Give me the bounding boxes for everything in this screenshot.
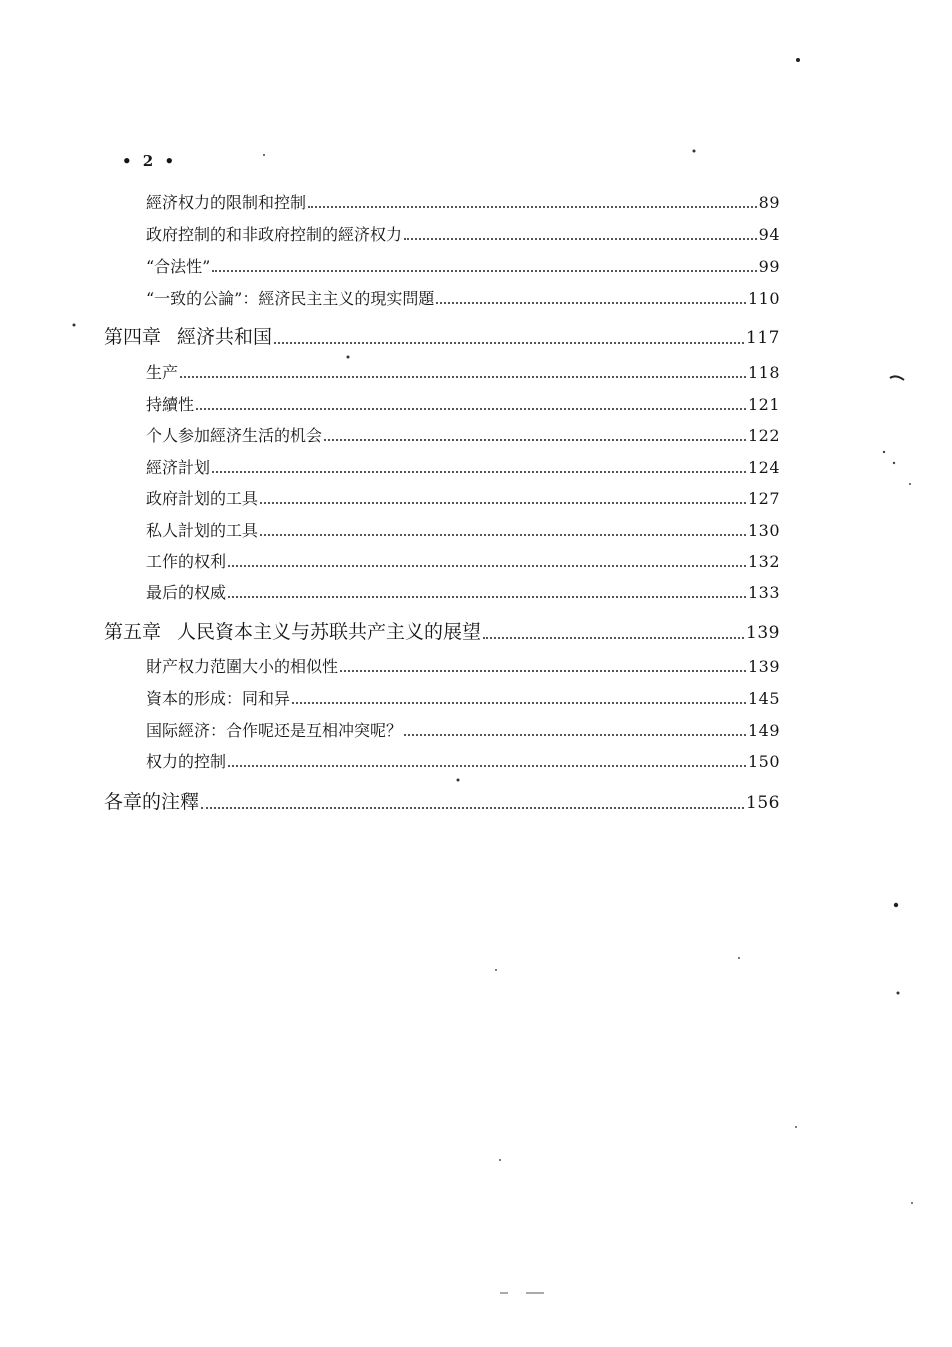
toc-title-text: 政府計划的工具 bbox=[146, 489, 259, 508]
dot-leader bbox=[260, 533, 746, 536]
toc-chapter bbox=[104, 787, 780, 815]
toc-title bbox=[104, 617, 481, 644]
dot-leader bbox=[180, 375, 746, 378]
toc-title bbox=[146, 549, 226, 572]
toc-entry bbox=[146, 286, 780, 310]
toc-title-text: 經济計划 bbox=[146, 458, 211, 477]
dot-leader bbox=[340, 669, 746, 672]
dot-leader bbox=[274, 341, 744, 344]
dot-leader bbox=[260, 501, 746, 504]
toc-entry bbox=[146, 360, 780, 384]
toc-title-text: 政府控制的和非政府控制的經济权力 bbox=[146, 225, 403, 244]
toc-title-text: 国际經济：合作呢还是互相冲突呢？ bbox=[146, 721, 403, 740]
toc-entry bbox=[146, 749, 780, 773]
toc-title-text: 权力的控制 bbox=[146, 752, 227, 771]
toc-title-text: 各章的注釋 bbox=[104, 791, 200, 813]
toc-title bbox=[146, 286, 434, 309]
toc-page-number: 94 bbox=[758, 225, 780, 244]
dot-leader bbox=[404, 733, 746, 736]
toc-page-number: 99 bbox=[758, 257, 780, 276]
toc-page-number: 110 bbox=[747, 289, 780, 308]
dot-leader bbox=[228, 564, 746, 567]
toc-entry bbox=[146, 455, 780, 479]
toc-title-text: 經济权力的限制和控制 bbox=[146, 193, 307, 212]
dot-leader bbox=[308, 205, 757, 208]
toc-title-text: 个人参加經济生活的机会 bbox=[146, 426, 323, 445]
toc-title-text: 財产权力范圍大小的相似性 bbox=[146, 657, 339, 676]
toc-entry bbox=[146, 580, 780, 604]
dot-leader bbox=[324, 438, 746, 441]
chapter-label: 第四章 bbox=[104, 326, 162, 348]
dot-leader bbox=[436, 301, 746, 304]
toc-title bbox=[146, 360, 178, 383]
toc-page-number: 150 bbox=[747, 752, 780, 771]
chapter-label: 第五章 bbox=[104, 621, 162, 643]
toc-title bbox=[146, 423, 322, 446]
toc-title-text: 持續性 bbox=[146, 395, 195, 414]
toc-title bbox=[146, 190, 306, 213]
dot-leader bbox=[228, 764, 746, 767]
toc-entry bbox=[146, 254, 780, 278]
toc-entry bbox=[146, 654, 780, 678]
toc-title-text: 工作的权利 bbox=[146, 552, 227, 571]
toc-page-number: 124 bbox=[747, 458, 780, 477]
toc-page-number: 132 bbox=[747, 552, 780, 571]
toc-page-number: 139 bbox=[747, 657, 780, 676]
toc-title bbox=[146, 686, 290, 709]
toc-page-number: 118 bbox=[747, 363, 780, 382]
toc-page-number: 133 bbox=[747, 583, 780, 602]
dot-leader bbox=[483, 636, 744, 639]
toc-title bbox=[146, 486, 258, 509]
toc-page-number: 139 bbox=[746, 623, 780, 643]
toc-entry bbox=[146, 392, 780, 416]
toc-page-number: 130 bbox=[747, 521, 780, 540]
dot-leader bbox=[404, 237, 757, 240]
toc-title bbox=[146, 654, 338, 677]
toc-page-number: 145 bbox=[747, 689, 780, 708]
toc-page-number: 156 bbox=[746, 793, 780, 813]
page-number: • 2 • bbox=[122, 152, 178, 170]
toc-entry bbox=[146, 486, 780, 510]
dot-leader bbox=[212, 470, 746, 473]
toc-entry bbox=[146, 423, 780, 447]
dot-leader bbox=[201, 806, 744, 809]
toc-title bbox=[146, 580, 226, 603]
toc-entry bbox=[146, 518, 780, 542]
toc-title bbox=[104, 787, 199, 814]
toc-title-text: “一致的公論”：經济民主主义的現实問題 bbox=[146, 289, 435, 308]
toc-page-number: 121 bbox=[747, 395, 780, 414]
toc-title bbox=[146, 254, 210, 277]
toc-entry bbox=[146, 718, 780, 742]
toc-chapter bbox=[104, 617, 780, 645]
toc-title bbox=[146, 749, 226, 772]
toc-title-text: 資本的形成：同和异 bbox=[146, 689, 291, 708]
toc-title bbox=[146, 392, 194, 415]
toc-page-number: 122 bbox=[747, 426, 780, 445]
dot-leader bbox=[292, 701, 746, 704]
toc-entry bbox=[146, 190, 780, 214]
toc-title bbox=[146, 455, 210, 478]
toc-title-text: 生产 bbox=[146, 363, 179, 382]
toc-title-text: 私人計划的工具 bbox=[146, 521, 259, 540]
toc-page-number: 117 bbox=[746, 328, 780, 348]
toc-page-number: 89 bbox=[758, 193, 780, 212]
dot-leader bbox=[196, 407, 746, 410]
toc-page-number: 149 bbox=[747, 721, 780, 740]
toc-title bbox=[146, 222, 402, 245]
toc-entry bbox=[146, 222, 780, 246]
toc-title bbox=[146, 718, 402, 741]
toc-title-text: 人民資本主义与苏联共产主义的展望 bbox=[177, 621, 482, 643]
toc-title-text: “合法性” bbox=[146, 257, 211, 276]
toc-page-number: 127 bbox=[747, 489, 780, 508]
toc-title-text: 經济共和国 bbox=[177, 326, 273, 348]
dot-leader bbox=[212, 269, 756, 272]
toc-entry bbox=[146, 549, 780, 573]
toc-title-text: 最后的权威 bbox=[146, 583, 227, 602]
toc-entry bbox=[146, 686, 780, 710]
dot-leader bbox=[228, 595, 746, 598]
toc-title bbox=[146, 518, 258, 541]
toc-title bbox=[104, 322, 272, 349]
toc-chapter bbox=[104, 322, 780, 350]
